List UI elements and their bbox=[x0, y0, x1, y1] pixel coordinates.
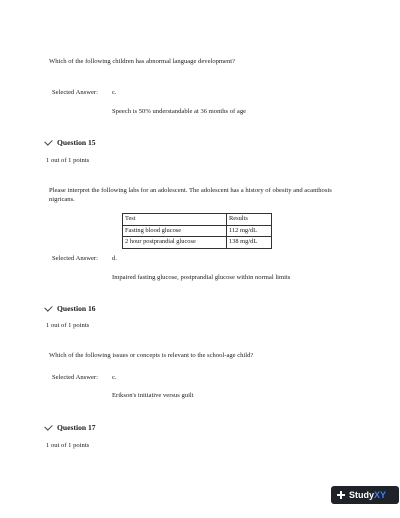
table-header-cell: Test bbox=[123, 214, 227, 226]
question-15-header bbox=[46, 138, 96, 147]
table-row bbox=[123, 237, 272, 249]
table-header-row bbox=[123, 214, 272, 226]
question-16-text: Which of the following issues or concepts is relevant to the school-age child? bbox=[49, 352, 254, 359]
question-15-title: Question 15 bbox=[57, 138, 96, 147]
selected-answer-letter: d. bbox=[112, 255, 117, 262]
selected-answer-letter: c. bbox=[112, 89, 117, 96]
question-15-points: 1 out of 1 points bbox=[46, 157, 90, 164]
selected-answer-text: Impaired fasting glucose, postprandial glucose within normal limits bbox=[112, 274, 291, 281]
watermark-text: StudyXY bbox=[349, 490, 387, 500]
selected-answer-text: Erikson's initiative versus guilt bbox=[112, 392, 194, 399]
table-cell: Fasting blood glucose bbox=[123, 225, 227, 237]
plus-icon bbox=[337, 491, 345, 499]
check-icon bbox=[44, 422, 52, 430]
question-16-title: Question 16 bbox=[57, 304, 96, 313]
table-header-cell: Results bbox=[227, 214, 272, 226]
question-16-header bbox=[46, 304, 96, 313]
question-16-points: 1 out of 1 points bbox=[46, 322, 90, 329]
question-15-text: Please interpret the following labs for an adolescent. The adolescent has a history of obesity and acanthosis nigricans. bbox=[49, 187, 332, 203]
table-cell: 2 hour postprandial glucose bbox=[123, 237, 227, 249]
table-cell: 112 mg/dL bbox=[227, 225, 272, 237]
question-17-header bbox=[46, 423, 96, 432]
question-14-text: Which of the following children has abnormal language development? bbox=[49, 58, 236, 65]
question-17-points: 1 out of 1 points bbox=[46, 442, 90, 449]
selected-answer-label: Selected Answer: bbox=[52, 255, 98, 262]
check-icon bbox=[44, 137, 52, 145]
selected-answer-label: Selected Answer: bbox=[52, 89, 98, 96]
selected-answer-letter: c. bbox=[112, 374, 117, 381]
table-cell: 138 mg/dL bbox=[227, 237, 272, 249]
check-icon bbox=[44, 303, 52, 311]
question-17-title: Question 17 bbox=[57, 423, 96, 432]
lab-results-table bbox=[122, 213, 272, 249]
table-row bbox=[123, 225, 272, 237]
studyxy-watermark bbox=[331, 486, 399, 504]
selected-answer-label: Selected Answer: bbox=[52, 374, 98, 381]
selected-answer-text: Speech is 50% understandable at 36 months of age bbox=[112, 108, 247, 115]
